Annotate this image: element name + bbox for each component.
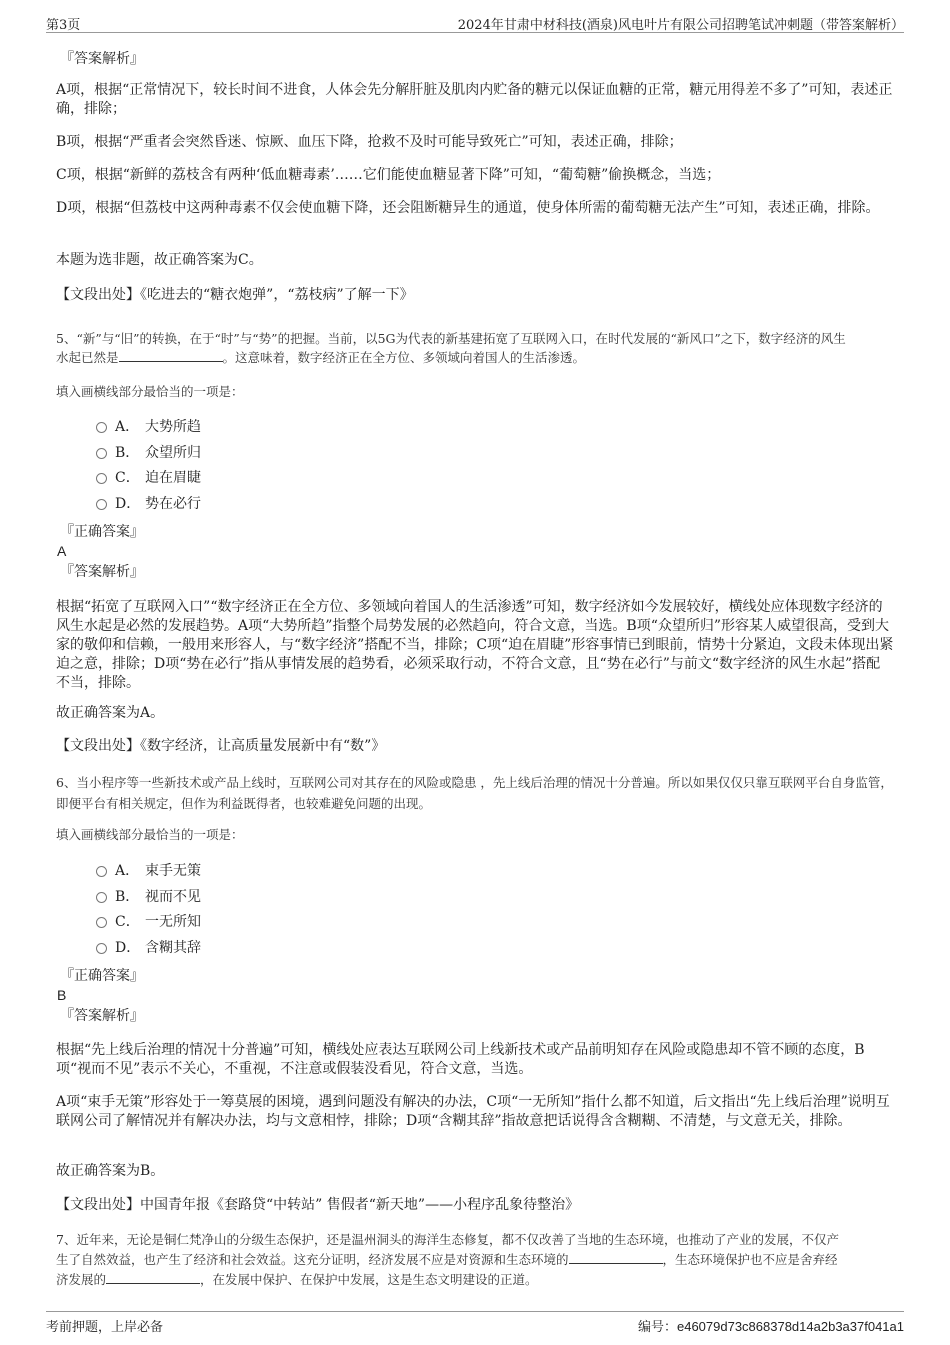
radio-icon[interactable] bbox=[96, 917, 107, 928]
q5-source: 【文段出处】《数字经济，让高质量发展新中有“数”》 bbox=[56, 738, 386, 754]
footer-code: 编号：e46079d73c868378d14a2b3a37f041a1 bbox=[637, 1319, 904, 1335]
q6-analysis-2: A项“束手无策”形容处于一筹莫展的困境，遇到问题没有解决的办法，C项“一无所知”指什么都不知道，后文指出“先上线后治理”说明互联网公司了解情况并有解决办法，均与文意相悖，排除；D项“含糊其辞”指故意把话说得含含糊糊、不清楚，与文意无关，排除。 bbox=[56, 1094, 890, 1129]
q4-analysis-d: D项，根据“但荔枝中这两种毒素不仅会使血糖下降，还会阻断糖异生的通道，使身体所需的葡萄糖无法产生”可知，表述正确，排除。 bbox=[56, 200, 880, 216]
q7-stem-line1: 7、近年来，无论是铜仁梵净山的分级生态保护，还是温州洞头的海洋生态修复，都不仅改善了当地的生态环境，也推动了产业的发展，不仅产 bbox=[56, 1232, 839, 1247]
radio-icon[interactable] bbox=[96, 499, 107, 510]
page-number: 第3页 bbox=[46, 18, 81, 33]
q5-analysis: 根据“拓宽了互联网入口”“数字经济正在全方位、多领域向着国人的生活渗透”可知，数字经济如今发展较好，横线处应体现数字经济的风生水起是必然的发展趋势。A项“大势所趋”指整个局势发展的必然趋向，符合文意，当选。B项“众望所归”形容某人威望很高，受到大家的敬仰和信赖，一般用来形容人，与“数字经济”搭配不当，排除；C项“迫在眉睫”形容事情已到眼前，情势十分紧迫，文段未体现出紧迫之意，排除；D项“势在必行”指从事情发展的趋势看，必须采取行动，不符合文意，且“势在必行”与前文“数字经济的风生水起”搭配不当，排除。 bbox=[56, 599, 894, 691]
radio-icon[interactable] bbox=[96, 866, 107, 877]
radio-icon[interactable] bbox=[96, 892, 107, 903]
radio-icon[interactable] bbox=[96, 448, 107, 459]
q5-option-c[interactable]: C． 迫在眉睫 bbox=[96, 467, 201, 487]
radio-icon[interactable] bbox=[96, 422, 107, 433]
q4-source: 【文段出处】《吃进去的“糖衣炮弹”，“荔枝病”了解一下》 bbox=[56, 287, 414, 303]
q4-analysis-label: 『答案解析』 bbox=[60, 51, 144, 67]
q5-answer-label: 『正确答案』 bbox=[60, 524, 144, 540]
q6-analysis-label: 『答案解析』 bbox=[60, 1008, 144, 1024]
q6-answer: B bbox=[57, 987, 67, 1003]
q4-analysis-c: C项，根据“新鲜的荔枝含有两种‘低血糖毒素’……它们能使血糖显著下降”可知，“葡萄糖”偷换概念，当选； bbox=[56, 167, 721, 183]
radio-icon[interactable] bbox=[96, 473, 107, 484]
q5-stem-line2: 水起已然是 。这意味着，数字经济正在全方位、多领域向着国人的生活渗透。 bbox=[56, 350, 586, 365]
footer-slogan: 考前押题，上岸必备 bbox=[46, 1320, 164, 1335]
q6-option-a[interactable]: A． 束手无策 bbox=[96, 860, 201, 880]
q4-conclusion: 本题为选非题，故正确答案为C。 bbox=[56, 252, 263, 268]
q5-option-b[interactable]: B． 众望所归 bbox=[96, 442, 201, 462]
q6-source: 【文段出处】中国青年报《套路贷“中转站” 售假者“新天地”——小程序乱象待整治》 bbox=[56, 1197, 580, 1213]
q5-option-d[interactable]: D． 势在必行 bbox=[96, 493, 201, 513]
q5-prompt: 填入画横线部分最恰当的一项是： bbox=[56, 384, 244, 399]
q6-option-c[interactable]: C． 一无所知 bbox=[96, 911, 201, 931]
q4-analysis-b: B项，根据“严重者会突然昏迷、惊厥、血压下降，抢救不及时可能导致死亡”可知，表述正确，排除； bbox=[56, 134, 683, 150]
q7-blank-2 bbox=[106, 1271, 200, 1284]
q6-option-d[interactable]: D． 含糊其辞 bbox=[96, 937, 201, 957]
document-title: 2024年甘肃中材科技(酒泉)风电叶片有限公司招聘笔试冲刺题（带答案解析） bbox=[457, 18, 904, 33]
q5-conclusion: 故正确答案为A。 bbox=[56, 705, 165, 721]
q6-option-b[interactable]: B． 视而不见 bbox=[96, 886, 201, 906]
q6-conclusion: 故正确答案为B。 bbox=[56, 1163, 165, 1179]
q7-stem-line2: 生了自然效益，也产生了经济和社会效益。这充分证明，经济发展不应是对资源和生态环境的 ，生态环境保护也不应是舍弃经 bbox=[56, 1252, 838, 1267]
q6-prompt: 填入画横线部分最恰当的一项是： bbox=[56, 827, 244, 842]
q7-stem-line3: 济发展的 ，在发展中保护、在保护中发展，这是生态文明建设的正道。 bbox=[56, 1272, 538, 1287]
page-header bbox=[46, 12, 904, 33]
q4-analysis-a: A项，根据“正常情况下，较长时间不进食，人体会先分解肝脏及肌肉内贮备的糖元以保证血糖的正常，糖元用得差不多了”可知，表述正确，排除； bbox=[56, 82, 893, 117]
q6-answer-label: 『正确答案』 bbox=[60, 968, 144, 984]
q5-stem-line1: 5、“新”与“旧”的转换，在于“时”与“势”的把握。当前，以5G为代表的新基建拓宽了互联网入口，在时代发展的“新风口”之下，数字经济的风生 bbox=[56, 331, 846, 346]
q5-analysis-label: 『答案解析』 bbox=[60, 564, 144, 580]
q6-analysis-1: 根据“先上线后治理的情况十分普遍”可知，横线处应表达互联网公司上线新技术或产品前明知存在风险或隐患却不管不顾的态度，B项“视而不见”表示不关心，不重视，不注意或假装没看见，符合文意，当选。 bbox=[56, 1042, 865, 1077]
q5-option-a[interactable]: A． 大势所趋 bbox=[96, 416, 201, 436]
q5-answer: A bbox=[57, 543, 67, 559]
q7-blank-1 bbox=[569, 1251, 663, 1264]
q5-blank bbox=[119, 349, 223, 362]
page-footer bbox=[46, 1311, 904, 1338]
q6-stem: 6、当小程序等一些新技术或产品上线时，互联网公司对其存在的风险或隐患 ，先上线后治理的情况十分普遍。所以如果仅仅只靠互联网平台自身监管，即便平台有相关规定，但作为利益既得者，也较难避免问题的出现。 bbox=[56, 775, 893, 811]
radio-icon[interactable] bbox=[96, 943, 107, 954]
